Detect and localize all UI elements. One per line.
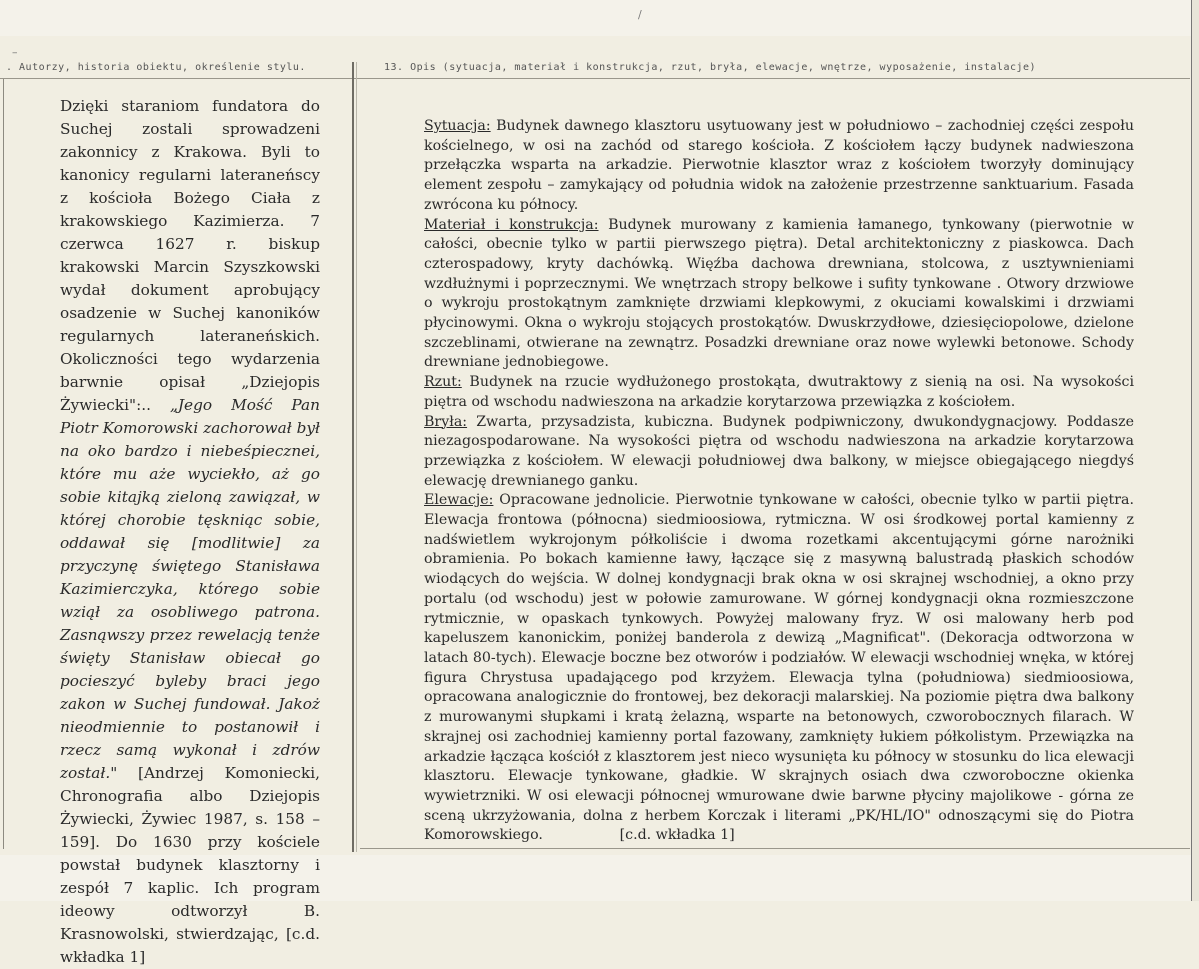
section-title-bryla: Bryła: (424, 413, 468, 430)
section-title-elewacje: Elewacje: (424, 492, 494, 509)
page-edge (1191, 0, 1199, 901)
description-column (424, 117, 1134, 846)
section-title-material: Materiał i konstrukcja: (424, 216, 599, 233)
section-title-sytuacja: Sytuacja: (424, 118, 491, 134)
history-column (60, 95, 320, 969)
section-material (424, 216, 1134, 374)
right-column-header: 13. Opis (sytuacja, materiał i konstrukcja, rzut, bryła, elewacje, wnętrze, wyposażenie, instalacje) (384, 62, 1037, 73)
bottom-rule (360, 848, 1190, 849)
scan-margin-top (0, 0, 1199, 36)
section-text-material: Budynek murowany z kamienia łamanego, tynkowany (pierwotnie w całości, obecnie tylko w partii pierwszego piętra). Detal architektoniczny z piaskowca. Dach czterospadowy, kryty dachówką. Więźba dachowa drewniana, stolcowa, z usztywnieniami wzdłużnymi i poprzecznymi. We wnętrzach stropy belkowe i sufity tynkowane . Otwory drzwiowe o wykroju prostokątnym zamknięte drzwiami klepkowymi, z okuciami kowalskimi i drzwiami płycinowymi. Okna o wykroju stojących prostokątów. Dwuskrzydłowe, dziesięciopolowe, dzielone szczeblinami, otwierane na zewnątrz. Posadzki drewniane oraz nowe wylewki betonowe. Schody drewniane jednobiegowe. (424, 216, 1134, 371)
history-paragraph (60, 95, 320, 969)
column-divider (352, 62, 354, 852)
section-text-bryla: Zwarta, przysadzista, kubiczna. Budynek podpiwniczony, dwukondygnacjowy. Poddasze niezagospodarowane. Na wysokości piętra od wschodu nadwieszona na arkadzie korytarzowa przewiązka z kościołem. W elewacji południowej dwa balkony, w miejsce obiegającego niegdyś elewację drewnianego ganku. (424, 413, 1134, 489)
scan-mark: – (12, 46, 18, 59)
continuation-note: [c.d. wkładka 1] (619, 827, 735, 844)
section-text-elewacje: Opracowane jednolicie. Pierwotnie tynkowane w całości, obecnie tylko w partii piętra. Elewacja frontowa (północna) siedmioosiowa, rytmiczna. W osi środkowej portal kamienny z nadświetlem wykrojonym półkoliście i dwoma rozetkami akcentującymi górne narożniki obramienia. Po bokach kamienne ławy, łączące się z masywną balustradą płaskich schodów wiodących do wejścia. W dolnej kondygnacji brak okna w osi skrajnej wschodniej, a okno przy portalu (od wschodu) jest w połowie zamurowane. W górnej kondygnacji okna rozmieszczone rytmicznie, w opaskach tynkowych. Powyżej malowany fryz. W osi malowany herb pod kapeluszem kanonickim, poniżej banderola z dewizą „Magnificat". (Dekoracja odtworzona w latach 80-tych). Elewacje boczne bez otworów i podziałów. W elewacji wschodniej wnęka, w której figura Chrystusa upadającego pod krzyżem. Elewacja tylna (południowa) siedmioosiowa, opracowana analogicznie do frontowej, bez dekoracji malarskiej. Na poziomie piętra dwa balkony z murowanymi słupkami i kratą żelazną, wsparte na betonowych, czworobocznych filarach. W skrajnej osi zachodniej kamienny portal fazowany, zamknięty łukiem półkolistym. Przewiązka na arkadzie łącząca kościół z klasztorem jest nieco wysunięta ku północy w stosunku do lica elewacji klasztoru. Elewacje tynkowane, gładkie. W skrajnych osiach dwa czworoboczne okienka wywietrzniki. W osi elewacji północnej wmurowane dwie barwne płyciny majolikowe - górna ze sceną ukrzyżowania, dolna z herbem Korczak i literami „PK/HL/IO" odnoszącymi się do Piotra Komorowskiego. (424, 492, 1134, 844)
section-text-sytuacja: Budynek dawnego klasztoru usytuowany jest w południowo – zachodniej części zespołu kościelnego, w osi na zachód od starego kościoła. Z kościołem łączy budynek nadwieszona przełączka wsparta na arkadzie. Pierwotnie klasztor wraz z kościołem tworzyły dominujący element zespołu – zamykający od południa widok na założenie przestrzenne sanktuarium. Fasada zwrócona ku północy. (424, 118, 1134, 213)
history-intro: Dzięki staraniom fundatora do Suchej zostali sprowadzeni zakonnicy z Krakowa. Byli to kanonicy regularni lateraneńscy z kościoła Bożego Ciała z krakowskiego Kazimierza. 7 czerwca 1627 r. biskup krakowski Marcin Szyszkowski wydał dokument aprobujący osadzenie w Suchej kanoników regularnych lateraneńskich. Okoliczności tego wydarzenia barwnie opisał „Dziejopis Żywiecki":.. (60, 97, 320, 414)
left-rule (3, 79, 4, 849)
left-column-header: . Autorzy, historia obiektu, określenie stylu. (6, 62, 306, 73)
scan-mark: / (638, 8, 642, 21)
chronicle-quote: „Jego Mość Pan Piotr Komorowski zachorował był na oko bardzo i niebeśpiecznei, które mu aże wyciekło, aż go sobie kitajką zieloną zawiązał, w której chorobie tęskniąc sobie, oddawał się [modlitwie] za przyczynę świętego Stanisława Kazimierczyka, którego sobie wziął za osobliwego patrona. Zasnąwszy przez rewelacją tenże święty Stanisław obiecał go pocieszyć byleby braci jego zakon w Suchej fundował. Jakoż nieodmiennie to postanowił i rzecz samą wykonał i zdrów został." (60, 396, 320, 782)
header-rule (0, 78, 1190, 79)
section-elewacje (424, 491, 1134, 846)
column-divider-shadow (356, 62, 357, 852)
history-citation: [Andrzej Komoniecki, Chronografia albo Dziejopis Żywiecki, Żywiec 1987, s. 158 – 159]. Do 1630 przy kościele powstał budynek klasztorny i zespół 7 kaplic. Ich program ideowy odtworzył B. Krasnowolski, stwierdzając, [c.d. wkładka 1] (60, 764, 320, 966)
section-rzut (424, 373, 1134, 412)
section-sytuacja (424, 117, 1134, 216)
section-bryla (424, 413, 1134, 492)
section-title-rzut: Rzut: (424, 374, 462, 391)
section-text-rzut: Budynek na rzucie wydłużonego prostokąta, dwutraktowy z sienią na osi. Na wysokości piętra od wschodu nadwieszona na arkadzie korytarzowa przewiązka z kościołem. (424, 374, 1134, 410)
